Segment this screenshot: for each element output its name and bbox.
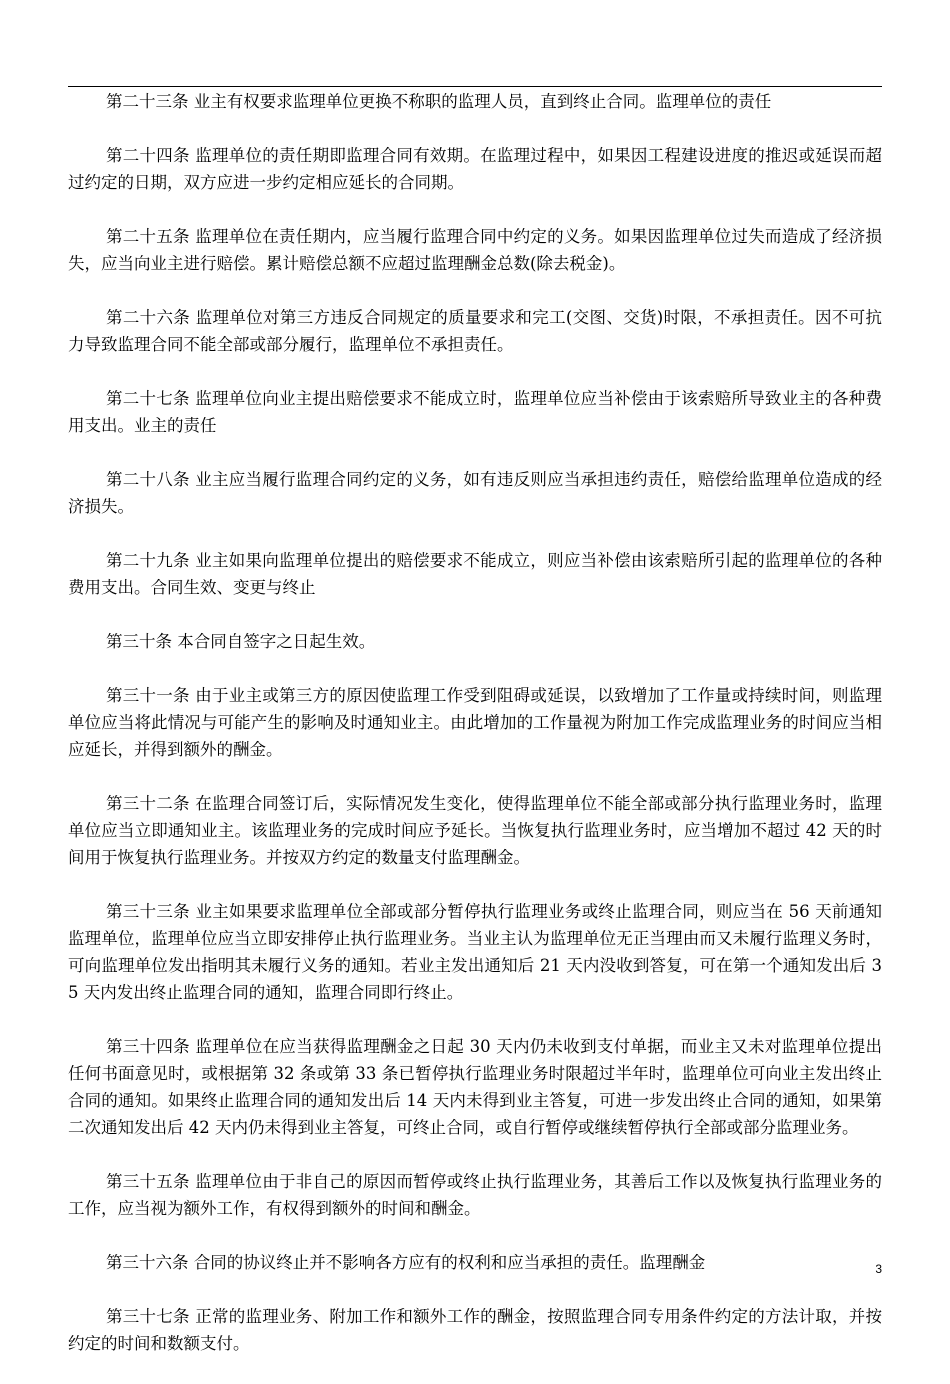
article-34: 第三十四条 监理单位在应当获得监理酬金之日起 30 天内仍未收到支付单据，而业主又未对监理单位提出任何书面意见时，或根据第 32 条或第 33 条已暂停执行监理业务时限超过半年时，监理单位可向业主发出终止合同的通知。如果终止监理合同的通知发出后 14 天内未得到业主答复，可进一步发出终止合同的通知，如果第二次通知发出后 42 天内仍未得到业主答复，可终止合同，或自行暂停或继续暂停执行全部或部分监理业务。 — [68, 1037, 882, 1137]
article-30: 第三十条 本合同自签字之日起生效。 — [106, 632, 376, 651]
article-28: 第二十八条 业主应当履行监理合同约定的义务，如有违反则应当承担违约责任，赔偿给监理单位造成的经济损失。 — [68, 470, 882, 516]
article-35: 第三十五条 监理单位由于非自己的原因而暂停或终止执行监理业务，其善后工作以及恢复执行监理业务的工作，应当视为额外工作，有权得到额外的时间和酬金。 — [68, 1172, 882, 1218]
article-24: 第二十四条 监理单位的责任期即监理合同有效期。在监理过程中，如果因工程建设进度的推迟或延误而超过约定的日期，双方应进一步约定相应延长的合同期。 — [68, 146, 882, 192]
article-26: 第二十六条 监理单位对第三方违反合同规定的质量要求和完工(交图、交货)时限，不承担责任。因不可抗力导致监理合同不能全部或部分履行，监理单位不承担责任。 — [68, 308, 882, 354]
article-29: 第二十九条 业主如果向监理单位提出的赔偿要求不能成立，则应当补偿由该索赔所引起的监理单位的各种费用支出。合同生效、变更与终止 — [68, 551, 882, 597]
header-rule — [68, 86, 882, 87]
article-27: 第二十七条 监理单位向业主提出赔偿要求不能成立时，监理单位应当补偿由于该索赔所导致业主的各种费用支出。业主的责任 — [68, 389, 882, 435]
article-32: 第三十二条 在监理合同签订后，实际情况发生变化，使得监理单位不能全部或部分执行监理业务时，监理单位应当立即通知业主。该监理业务的完成时间应予延长。当恢复执行监理业务时，应当增加不超过 42 天的时间用于恢复执行监理业务。并按双方约定的数量支付监理酬金。 — [68, 794, 882, 867]
article-25: 第二十五条 监理单位在责任期内，应当履行监理合同中约定的义务。如果因监理单位过失而造成了经济损失，应当向业主进行赔偿。累计赔偿总额不应超过监理酬金总数(除去税金)。 — [68, 227, 882, 273]
article-33: 第三十三条 业主如果要求监理单位全部或部分暂停执行监理业务或终止监理合同，则应当在 56 天前通知监理单位，监理单位应当立即安排停止执行监理业务。当业主认为监理单位无正当理由而又未履行监理义务时，可向监理单位发出指明其未履行义务的通知。若业主发出通知后 21 天内没收到答复，可在第一个通知发出后 35 天内发出终止监理合同的通知，监理合同即行终止。 — [68, 902, 882, 1002]
article-31: 第三十一条 由于业主或第三方的原因使监理工作受到阻碍或延误，以致增加了工作量或持续时间，则监理单位应当将此情况与可能产生的影响及时通知业主。由此增加的工作量视为附加工作完成监理业务的时间应当相应延长，并得到额外的酬金。 — [68, 686, 882, 759]
page-number: 3 — [875, 1262, 882, 1276]
article-36: 第三十六条 合同的协议终止并不影响各方应有的权利和应当承担的责任。监理酬金 — [106, 1253, 706, 1272]
article-37: 第三十七条 正常的监理业务、附加工作和额外工作的酬金，按照监理合同专用条件约定的方法计取，并按约定的时间和数额支付。 — [68, 1307, 882, 1353]
article-23: 第二十三条 业主有权要求监理单位更换不称职的监理人员，直到终止合同。监理单位的责任 — [106, 92, 772, 111]
document-body — [68, 88, 882, 1384]
